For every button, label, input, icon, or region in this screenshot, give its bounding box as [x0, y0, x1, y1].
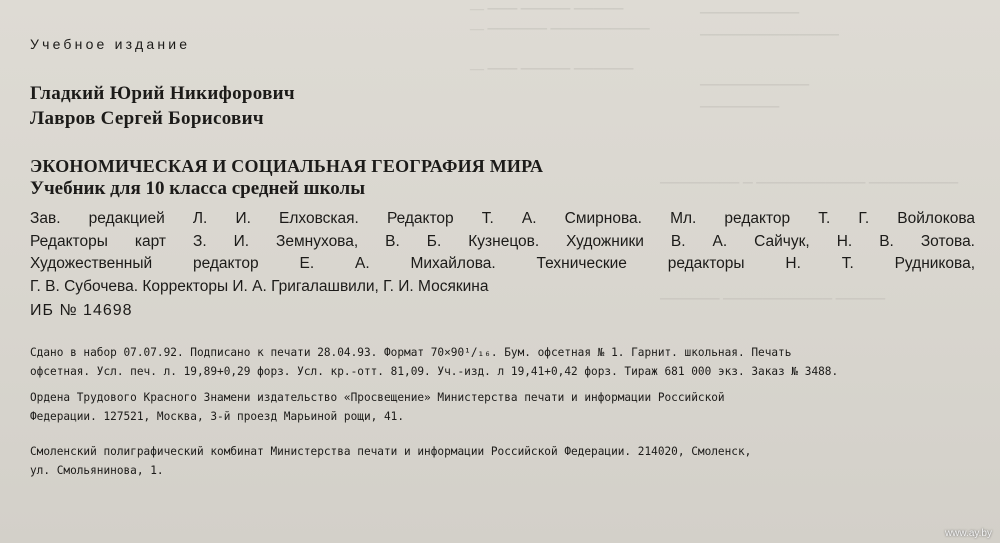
bleed-through-text: ────── ─────────── ───── [660, 292, 886, 307]
book-title: ЭКОНОМИЧЕСКАЯ И СОЦИАЛЬНАЯ ГЕОГРАФИЯ МИРА [30, 156, 544, 176]
author-name: Лавров Сергей Борисович [30, 108, 264, 129]
publisher-line: Федерации. 127521, Москва, 3-й проезд Марьиной рощи, 41. [30, 409, 405, 423]
print-details-line: офсетная. Усл. печ. л. 19,89+0,29 форз. Усл. кр.-отт. 81,09. Уч.-изд. л 19,41+0,42 форз. Тираж 681 000 экз. Заказ № 3488. [30, 364, 839, 378]
print-details-line: Сдано в набор 07.07.92. Подписано к печати 28.04.93. Формат 70×90¹/₁₆. Бум. офсетная № 1. Гарнит. школьная. Печать [30, 346, 792, 359]
author-name: Гладкий Юрий Никифорович [30, 83, 295, 104]
credits-line: Художественный редактор Е. А. Михайлова. Технические редакторы Н. Т. Рудникова, [30, 255, 975, 272]
bleed-through-text: — ─── ───── ────── [470, 62, 634, 77]
bleed-through-text: ─────────── [700, 78, 810, 93]
book-subtitle: Учебник для 10 класса средней школы [30, 178, 366, 199]
ib-number: ИБ № 14698 [30, 302, 133, 319]
printer-info [30, 443, 978, 480]
publisher-line: Ордена Трудового Красного Знамени издательство «Просвещение» Министерства печати и информации Российской [30, 391, 725, 404]
print-details [30, 344, 978, 381]
credits-line: Г. В. Субочева. Корректоры И. А. Григалашвили, Г. И. Мосякина [30, 277, 489, 295]
publisher-info [30, 389, 978, 426]
bleed-through-text: — ─── ───── ───── [470, 2, 624, 17]
credits-line: Зав. редакцией Л. И. Елховская. Редактор Т. А. Смирнова. Мл. редактор Т. Г. Войлокова [30, 210, 975, 227]
credits-line: Редакторы карт З. И. Земнухова, В. Б. Кузнецов. Художники В. А. Сайчук, Н. В. Зотова. [30, 232, 975, 250]
watermark: www.ay.by [944, 528, 992, 539]
bleed-through-text: — ────── ────────── [470, 22, 650, 37]
editorial-credits [30, 208, 975, 298]
bleed-through-text: ────────────── [700, 28, 839, 43]
bleed-through-text: ────────── [700, 6, 800, 21]
bleed-through-text: ──────── [700, 100, 780, 115]
edition-type-label: Учебное издание [30, 36, 191, 52]
printer-line: ул. Смольянинова, 1. [30, 463, 164, 477]
bleed-through-text: ──────── ─ ─────────── ───────── [660, 176, 959, 191]
printer-line: Смоленский полиграфический комбинат Министерства печати и информации Российской Федерации. 214020, Смоленск, [30, 445, 752, 458]
